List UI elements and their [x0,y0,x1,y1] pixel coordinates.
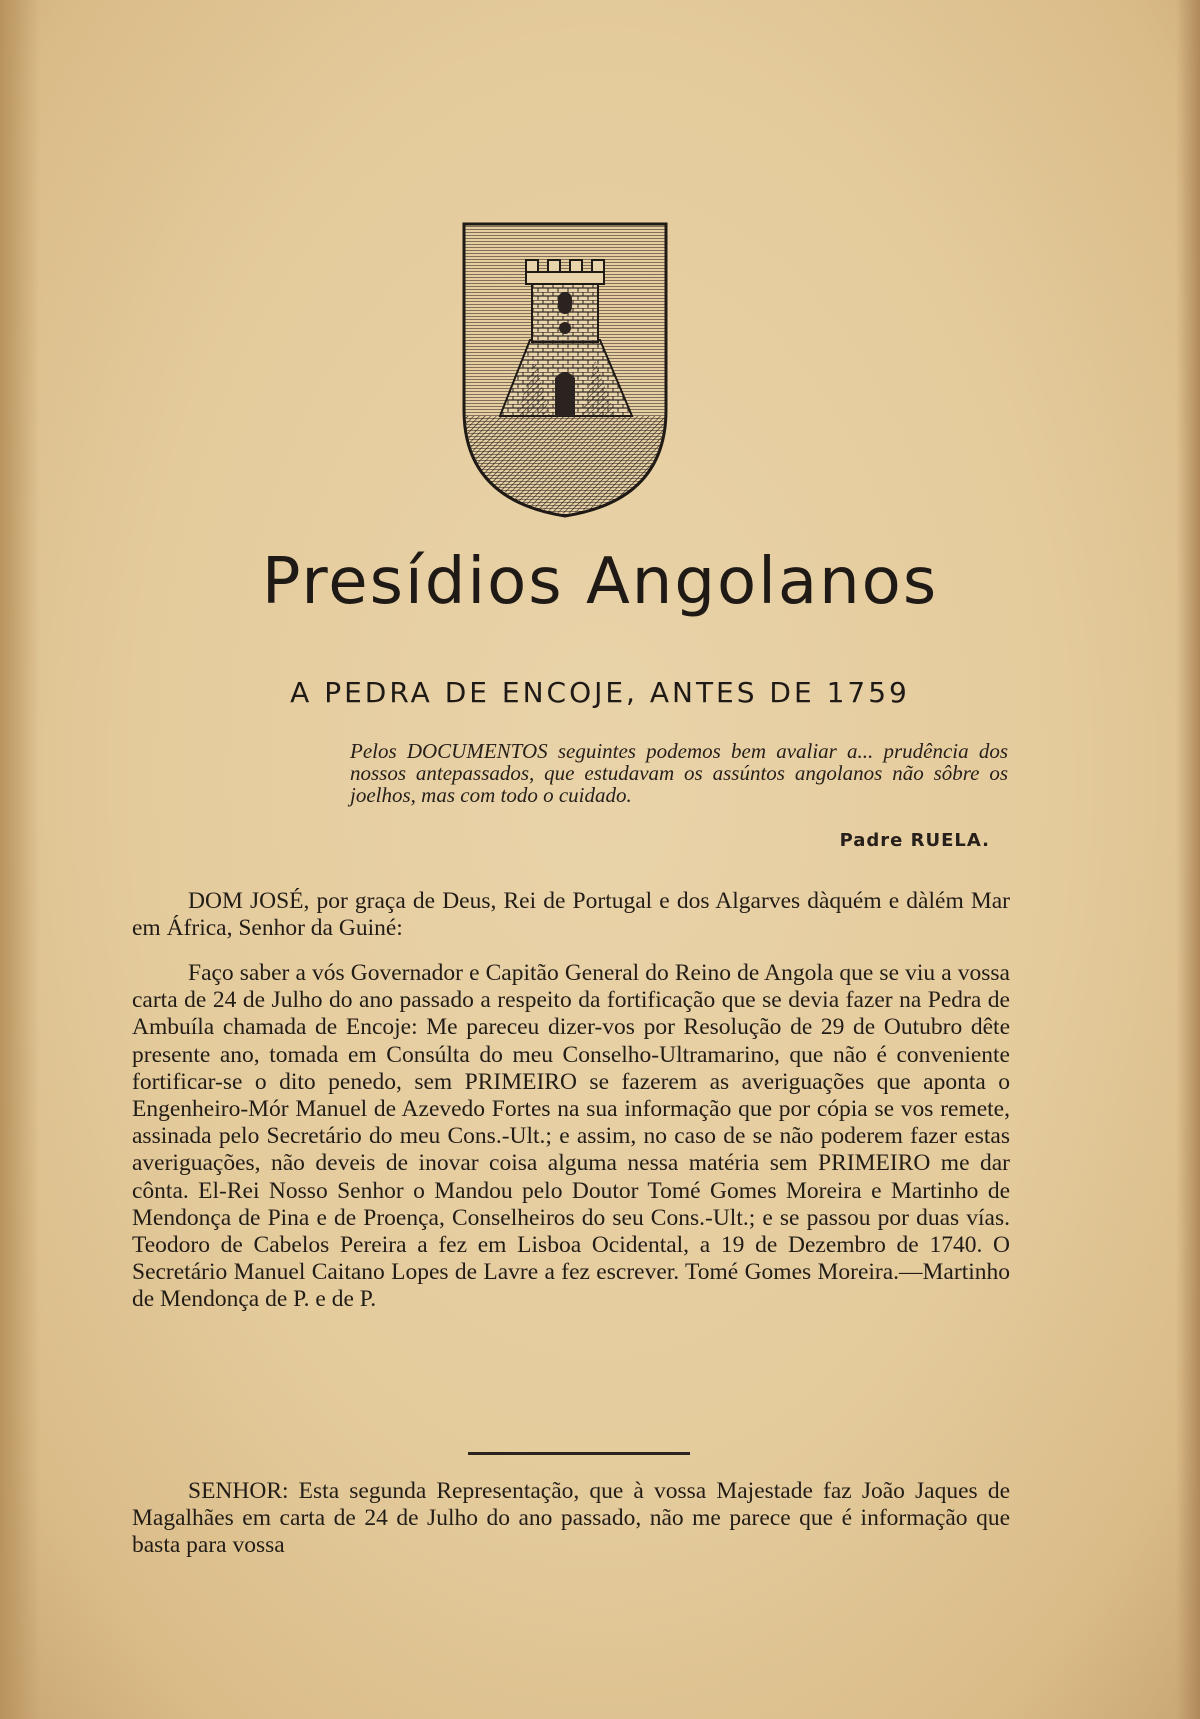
shield-tower-icon [460,220,670,520]
paragraph-2 [132,960,1010,1314]
page-title: Presídios Angolanos [261,545,939,619]
paragraph-text: SENHOR: Esta segunda Representação, que à vossa Majestade faz João Jaques de Magalhães em carta de 24 de Julho do ano passado, não me parece que é informação que basta para vossa [132,1478,1010,1559]
epigraph [350,740,1008,806]
epigraph-text: Pelos DOCUMENTOS seguintes podemos bem avaliar a... prudência dos nossos antepassados, que estudavam os assúntos angolanos não sôbre os joelhos, mas com todo o cuidado. [350,739,1008,807]
epigraph-author: Padre RUELA. [839,830,990,851]
paragraph-text: Faço saber a vós Governador e Capitão General do Reino de Angola que se viu a vossa carta de 24 de Julho do ano passado a respeito da fortificação que se devia fazer na Pedra de Ambuíla chamada de Encoje: Me pareceu dizer-vos por Resolução de 29 de Outubro dête presente ano, tomada em Consúlta do meu Conselho-Ultramarino, que não é conveniente fortificar-se o dito penedo, sem PRIMEIRO se fazerem as averiguações que aponta o Engenheiro-Mór Manuel de Azevedo Fortes na sua informação que por cópia se vos remete, assinada pelo Secretário do meu Cons.-Ult.; e assim, no caso de se não poderem fazer estas averiguações, não deveis de inovar coisa alguma nessa matéria sem PRIMEIRO me dar cônta. El-Rei Nosso Senhor o Mandou pelo Doutor Tomé Gomes Moreira e Martinho de Mendonça de Pina e de Proença, Conselheiros do seu Cons.-Ult.; e se passou por duas vías. Teodoro de Cabelos Pereira a fez em Lisboa Ocidental, a 19 de Dezembro de 1740. O Secretário Manuel Caitano Lopes de Lavre a fez escrever. Tomé Gomes Moreira.—Martinho de Mendonça de P. e de P. [132,960,1010,1313]
paragraph-3 [132,1478,1010,1560]
paragraph-text: DOM JOSÉ, por graça de Deus, Rei de Portugal e dos Algarves dàquém e dàlém Mar em África, Senhor da Guiné: [132,888,1010,942]
page-subtitle: A PEDRA DE ENCOJE, ANTES DE 1759 [290,676,910,709]
paragraph-1 [132,888,1010,942]
section-divider [468,1452,690,1455]
